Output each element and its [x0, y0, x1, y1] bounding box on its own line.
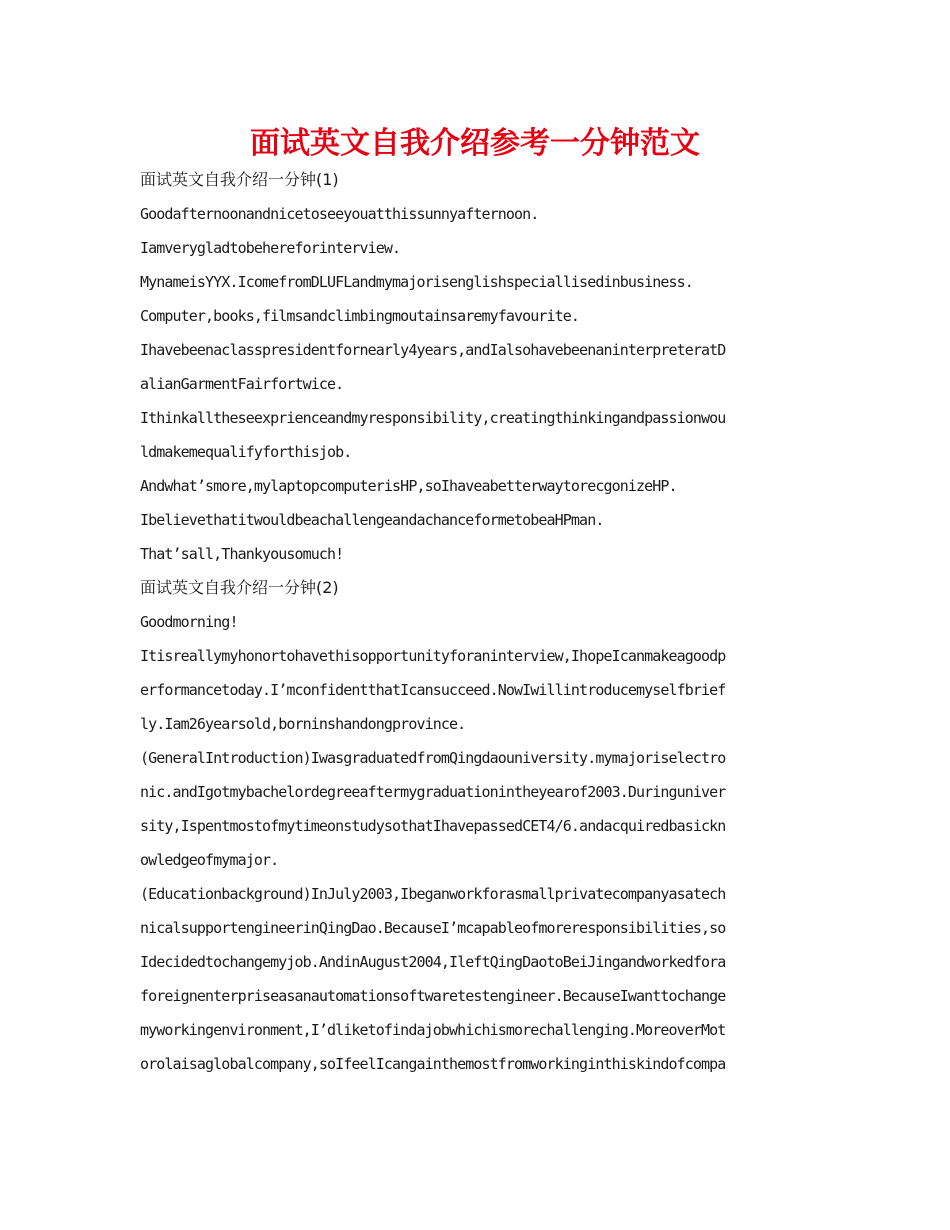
text-line: Ithinkalltheseexprienceandmyresponsibility,creatingthinkingandpassionwou [140, 409, 726, 427]
text-line: (Educationbackground)InJuly2003,Ibeganworkforasmallprivatecompanyasatech [140, 885, 726, 903]
text-line: Iamverygladtobehereforinterview. [140, 239, 401, 257]
text-line: erformancetoday.I’mconfidentthatIcansucceed.NowIwillintroducemyselfbrief [140, 681, 726, 699]
text-line: Itisreallymyhonortohavethisopportunityforaninterview,IhopeIcanmakeagoodp [140, 647, 726, 665]
text-line: ly.Iam26yearsold,borninshandongprovince. [140, 715, 466, 733]
text-line: Goodafternoonandnicetoseeyouatthissunnyafternoon. [140, 205, 539, 223]
text-line: alianGarmentFairfortwice. [140, 375, 344, 393]
text-line: owledgeofmymajor. [140, 851, 279, 869]
document-title: 面试英文自我介绍参考一分钟范文 [250, 126, 700, 161]
text-line: ldmakemequalifyforthisjob. [140, 443, 352, 461]
text-line: IbelievethatitwouldbeachallengeandachanceformetobeaHPman. [140, 511, 604, 529]
text-line: myworkingenvironment,I’dliketofindajobwhichismorechallenging.MoreoverMot [140, 1021, 726, 1039]
section-heading: 面试英文自我介绍一分钟(1) [140, 170, 339, 189]
text-line: That’sall,Thankyousomuch! [140, 545, 344, 563]
document-body [140, 163, 812, 1081]
text-line: Andwhat’smore,mylaptopcomputerisHP,soIhaveabetterwaytorecgonizeHP. [140, 477, 677, 495]
text-line: Idecidedtochangemyjob.AndinAugust2004,IleftQingDaotoBeiJingandworkedfora [140, 953, 726, 971]
text-line: Ihavebeenaclasspresidentfornearly4years,andIalsohavebeenaninterpreteratD [140, 341, 726, 359]
text-line: (GeneralIntroduction)IwasgraduatedfromQingdaouniversity.mymajoriselectro [140, 749, 726, 767]
text-line: nic.andIgotmybachelordegreeaftermygraduationintheyearof2003.Duringuniver [140, 783, 726, 801]
section-heading: 面试英文自我介绍一分钟(2) [140, 578, 339, 597]
text-line: orolaisaglobalcompany,soIfeelIcangainthemostfromworkinginthiskindofcompa [140, 1055, 726, 1073]
text-line: nicalsupportengineerinQingDao.BecauseI’mcapableofmoreresponsibilities,so [140, 919, 726, 937]
text-line: Computer,books,filmsandclimbingmoutainsaremyfavourite. [140, 307, 580, 325]
text-line: foreignenterpriseasanautomationsoftwaretestengineer.BecauseIwanttochange [140, 987, 726, 1005]
text-line: MynameisYYX.IcomefromDLUFLandmymajorisenglishspeciallisedinbusiness. [140, 273, 693, 291]
text-line: Goodmorning! [140, 613, 238, 631]
text-line: sity,IspentmostofmytimeonstudysothatIhavepassedCET4/6.andacquiredbasickn [140, 817, 726, 835]
